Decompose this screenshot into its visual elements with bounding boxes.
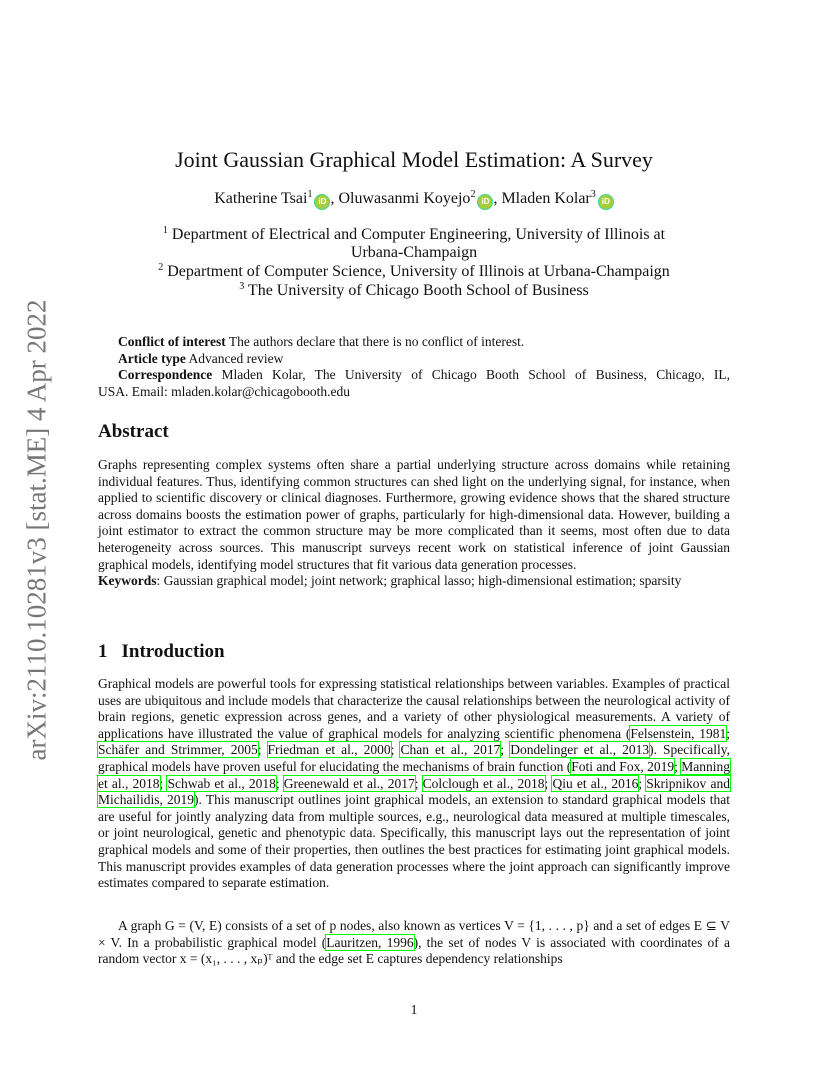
citation-link[interactable]: Schäfer and Strimmer, 2005 xyxy=(98,742,258,758)
citation-link[interactable]: Friedman et al., 2000 xyxy=(267,742,391,758)
orcid-icon[interactable]: iD xyxy=(314,194,330,210)
intro-paragraph-2: A graph G = (V, E) consists of a set of p nodes, also known as vertices V = {1, . . . , p} and a set of edges E ⊆ V × V. In a probabilistic graphical model (Lauritzen, 1996), the set of nodes V is associated with coordinates of a random vector x = (x₁, . . . , xₚ)ᵀ and the edge set E captures dependency relationships xyxy=(98,918,730,967)
keywords: Keywords: Gaussian graphical model; joint network; graphical lasso; high-dimensional estimation; sparsity xyxy=(98,573,682,589)
citation-link[interactable]: Foti and Fox, 2019 xyxy=(571,758,675,774)
conflict-of-interest: Conflict of interest The authors declare that there is no conflict of interest. xyxy=(118,334,525,349)
paper-title: Joint Gaussian Graphical Model Estimation: A Survey xyxy=(175,147,653,172)
intro-paragraph-1: Graphical models are powerful tools for expressing statistical relationships between variables. Examples of practical uses are ubiquitous and include models that characterize the causal relationships between the neurological activity of brain regions, genetic expression across genes, and a variety of other physiological measurements. A variety of applications have illustrated the value of graphical models for analyzing scientific phenomena (Felsenstein, 1981; Schäfer and Strimmer, 2005; Friedman et al., 2000; Chan et al., 2017; Dondelinger et al., 2013). Specifically, graphical models have proven useful for elucidating the mechanisms of brain function (Foti and Fox, 2019; Manning et al., 2018; Schwab et al., 2018; Greenewald et al., 2017; Colclough et al., 2018; Qiu et al., 2016; Skripnikov and Michailidis, 2019). This manuscript outlines joint graphical models, an extension to standard graphical models that are useful for jointly analyzing data from multiple sources, e.g., neurological data measured at multiple timescales, or joint neurological, genetic and phenotypic data. Specifically, this manuscript lays out the representation of joint graphical models and some of their properties, then outlines the best practices for estimating joint graphical models. This manuscript provides examples of data generation processes where the joint approach can significantly improve estimates compared to separate estimation. xyxy=(98,676,730,891)
article-type: Article type Advanced review xyxy=(118,350,284,366)
page-number: 1 xyxy=(410,1002,418,1017)
orcid-icon[interactable]: iD xyxy=(477,194,493,210)
citation-link[interactable]: Skripnikov and Michailidis, 2019 xyxy=(98,775,730,808)
author-3: Mladen Kolar$^3$ xyxy=(501,189,596,207)
citation-link[interactable]: Qiu et al., 2016 xyxy=(552,775,639,791)
affiliation-3: $^3$ The University of Chicago Booth School of Business xyxy=(239,281,589,299)
citation-link[interactable]: Dondelinger et al., 2013 xyxy=(510,742,650,758)
author-2: Oluwasanmi Koyejo$^2$ xyxy=(338,189,476,207)
citation-link[interactable]: Chan et al., 2017 xyxy=(400,742,501,758)
citation-link[interactable]: Colclough et al., 2018 xyxy=(422,775,545,791)
citation-link[interactable]: Manning et al., 2018 xyxy=(98,758,730,791)
abstract-body xyxy=(98,457,730,590)
article-metadata xyxy=(98,334,730,400)
arxiv-identifier-text: arXiv:2110.10281v3 [stat.ME] 4 Apr 2022 xyxy=(21,299,52,761)
correspondence: Correspondence Mladen Kolar, The University of Chicago Booth School of Business, Chicago, IL, xyxy=(118,367,730,382)
citation-link[interactable]: Schwab et al., 2018 xyxy=(167,775,276,791)
abstract-heading: Abstract xyxy=(98,421,169,442)
orcid-icon[interactable]: iD xyxy=(598,194,614,210)
section-heading-introduction: 1 Introduction xyxy=(98,641,225,662)
author-list: Katherine Tsai$^1$iD , Oluwasanmi Koyejo$^2$iD , Mladen Kolar$^3$iD xyxy=(98,190,730,210)
citation-link[interactable]: Greenewald et al., 2017 xyxy=(283,775,415,791)
abstract-text: Graphs representing complex systems often share a partial underlying structure across domains while retaining individual features. Thus, identifying common structures can shed light on the underlying signal, for instance, when applied to scientific discovery or clinical diagnoses. Furthermore, growing evidence shows that the shared structure across domains boosts the estimation power of graphs, particularly for high-dimensional data. However, building a joint estimator to extract the common structure may be more complicated than it seems, most often due to data heterogeneity across sources. This manuscript surveys recent work on statistical inference of joint Gaussian graphical models, identifying model structures that fit various data generation processes. xyxy=(98,457,730,572)
author-1: Katherine Tsai$^1$ xyxy=(214,189,313,207)
correspondence-email: USA. Email: mladen.kolar@chicagobooth.edu xyxy=(98,383,350,399)
affiliation-2: $^2$ Department of Computer Science, University of Illinois at Urbana-Champaign xyxy=(158,262,670,280)
citation-link[interactable]: Lauritzen, 1996 xyxy=(326,934,414,950)
citation-link[interactable]: Felsenstein, 1981 xyxy=(630,725,727,741)
affiliation-1: $^1$ Department of Electrical and Computer Engineering, University of Illinois at Urbana-Champaign xyxy=(162,225,666,261)
arxiv-identifier xyxy=(22,290,52,770)
